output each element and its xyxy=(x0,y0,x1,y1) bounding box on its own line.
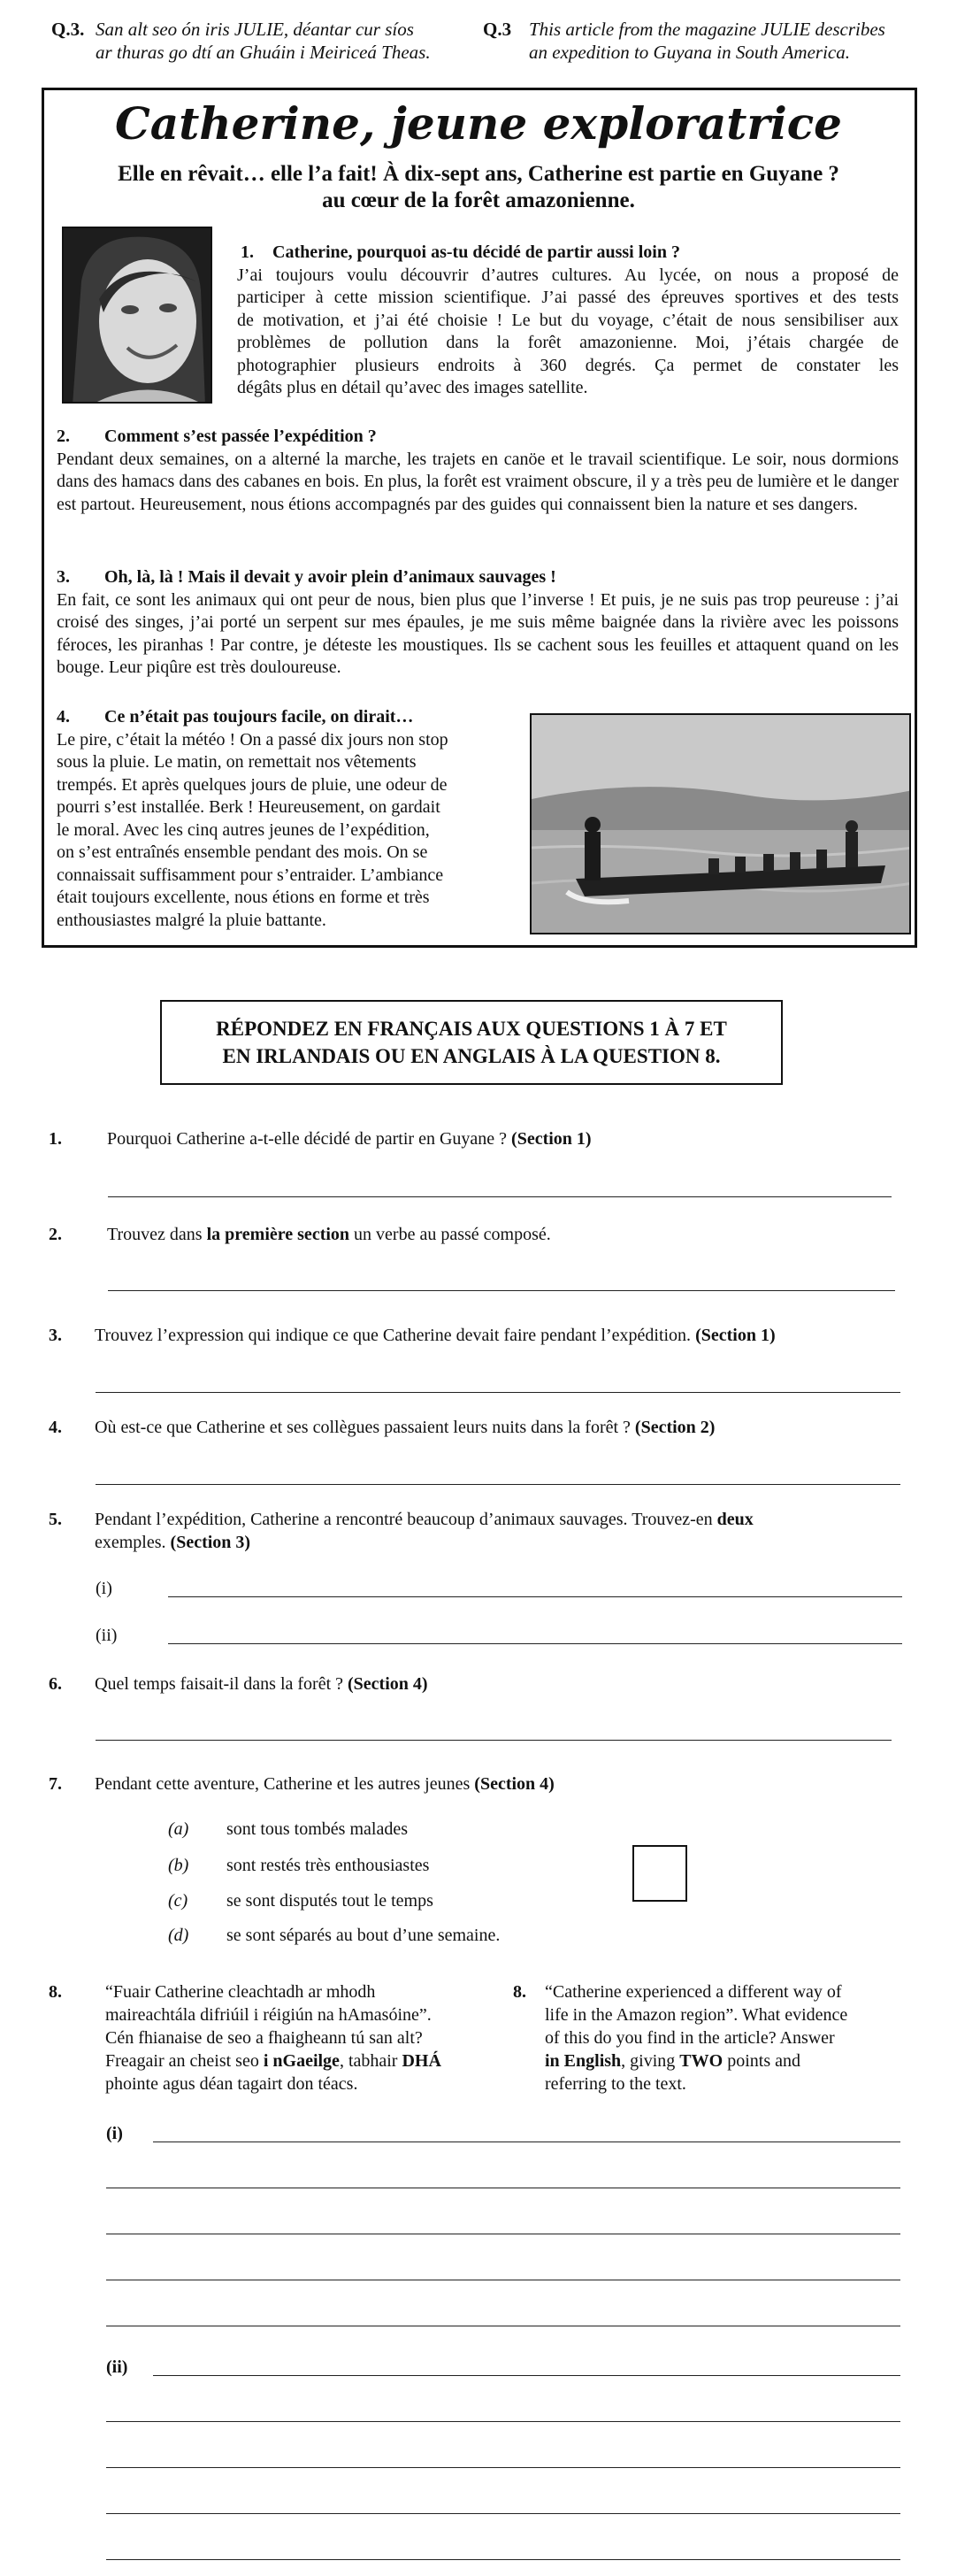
answer-line-q8-ii[interactable] xyxy=(106,2559,900,2560)
answer-line-q8-ii[interactable] xyxy=(153,2375,900,2376)
question-1 xyxy=(49,1127,898,1150)
option-text: sont tous tombés malades xyxy=(226,1819,408,1839)
article-subtitle xyxy=(71,161,886,214)
section-2-text: Pendant deux semaines, on a alterné la marche, les trajets en canöe et le travail scientifique. Le soir, nous dormions dans des hamacs dans des cabanes en bois. En plus, la forêt est vraiment obscure, il y a très peu de lumière et le danger est partout. Heureusement, nous étions accompagnés par des guides qui connaissent bien la nature et ses dangers. xyxy=(57,449,899,514)
article-title: Catherine, jeune exploratrice xyxy=(115,97,842,150)
section-1-number: 1. xyxy=(241,242,254,262)
article-subtitle-line-1: Elle en rêvait… elle l’a fait! À dix-sept ans, Catherine est partie en Guyane ? xyxy=(118,162,839,186)
portrait-photo xyxy=(62,227,212,404)
answer-line-q8-ii[interactable] xyxy=(106,2467,900,2468)
header-right xyxy=(483,18,925,63)
option-letter: (b) xyxy=(168,1856,189,1875)
section-1-line: participer à cette mission scientifique. J’ai passé des épreuves sportives et des tests xyxy=(237,288,899,307)
option-letter: (c) xyxy=(168,1891,188,1911)
section-4-line: pourri s’est installée. Berk ! Heureusement, on gardait xyxy=(57,797,440,817)
question-5-i-label: (i) xyxy=(96,1579,112,1598)
header-left-text-1: San alt seo ón iris JULIE, déantar cur síos xyxy=(96,19,414,40)
article-subtitle-line-2: au cœur de la forêt amazonienne. xyxy=(322,188,635,212)
option-text: se sont disputés tout le temps xyxy=(226,1891,433,1911)
question-5 xyxy=(49,1508,924,1552)
question-3-ref: (Section 1) xyxy=(695,1326,776,1345)
portrait-image xyxy=(64,228,212,404)
question-8-english-line: “Catherine experienced a different way of xyxy=(545,1982,842,2002)
question-7-option xyxy=(168,1854,430,1877)
question-8-irish-line: “Fuair Catherine cleachtadh ar mhodh xyxy=(105,1982,376,2002)
section-1-line: problèmes de pollution dans la forêt amazonienne. Moi, j’étais chargée de xyxy=(237,333,899,352)
answer-box-q7[interactable] xyxy=(632,1845,687,1902)
question-5-text-2: exemples. xyxy=(95,1533,171,1552)
answer-line-q5-i[interactable] xyxy=(168,1596,902,1597)
header-right-text-1: This article from the magazine JULIE describes xyxy=(529,19,885,40)
question-8-irish-line: maireachtála difriúil i réigiún na hAmasóine”. xyxy=(105,2005,432,2025)
section-1-line: J’ai toujours voulu découvrir d’autres cultures. Au lycée, on nous a proposé de xyxy=(237,265,899,285)
question-4-number: 4. xyxy=(49,1418,62,1437)
option-text: sont restés très enthousiastes xyxy=(226,1856,430,1875)
question-8-english-bold: TWO xyxy=(679,2051,723,2071)
question-8-i-label xyxy=(106,2122,123,2145)
answer-line-q5-ii[interactable] xyxy=(168,1643,902,1644)
section-2 xyxy=(57,426,899,516)
header-right-num: Q.3 xyxy=(483,19,512,40)
question-8-english xyxy=(513,1980,920,2094)
instructions-line-2: EN IRLANDAIS OU EN ANGLAIS À LA QUESTION 8. xyxy=(222,1045,721,1067)
question-4 xyxy=(49,1416,924,1439)
section-1 xyxy=(237,242,899,400)
header-left-text-2: ar thuras go dtí an Ghuáin i Meiriceá Theas. xyxy=(96,42,431,63)
section-2-heading: Comment s’est passée l’expédition ? xyxy=(104,427,377,446)
question-8-irish-line: Cén fhianaise de seo a fhaigheann tú san alt? xyxy=(105,2028,423,2048)
question-8-irish xyxy=(49,1980,491,2094)
section-1-heading: Catherine, pourquoi as-tu décidé de partir aussi loin ? xyxy=(272,242,680,262)
question-8-irish-bold: DHÁ xyxy=(402,2051,441,2071)
section-1-line: photographier plusieurs endroits à 360 degrés. Ça permet de constater les xyxy=(237,355,899,375)
question-7-number: 7. xyxy=(49,1774,62,1794)
answer-line-q2[interactable] xyxy=(108,1290,895,1291)
question-3-number: 3. xyxy=(49,1326,62,1345)
question-5-ref: (Section 3) xyxy=(170,1533,251,1552)
section-4-heading: Ce n’était pas toujours facile, on dirait… xyxy=(104,707,414,727)
section-3-number: 3. xyxy=(57,567,70,587)
question-7-ref: (Section 4) xyxy=(474,1774,555,1794)
question-7-option xyxy=(168,1818,408,1841)
section-3 xyxy=(57,566,899,680)
section-4-line: enthousiastes malgré la pluie battante. xyxy=(57,910,326,930)
instructions-line-1: RÉPONDEZ EN FRANÇAIS AUX QUESTIONS 1 À 7 ET xyxy=(216,1018,727,1040)
question-8-english-line: , giving xyxy=(621,2051,680,2071)
question-6-text: Quel temps faisait-il dans la forêt ? xyxy=(95,1674,348,1694)
answer-line-q3[interactable] xyxy=(96,1392,900,1393)
question-8-irish-number: 8. xyxy=(49,1982,62,2002)
question-8-english-line: life in the Amazon region”. What evidence xyxy=(545,2005,848,2025)
question-2-text-end: un verbe au passé composé. xyxy=(349,1225,551,1244)
question-8-english-bold: in English xyxy=(545,2051,622,2071)
answer-line-q6[interactable] xyxy=(96,1740,892,1741)
question-1-text: Pourquoi Catherine a-t-elle décidé de partir en Guyane ? xyxy=(107,1129,512,1149)
section-4-number: 4. xyxy=(57,707,70,727)
question-8-ii-text: (ii) xyxy=(106,2357,128,2377)
header-left xyxy=(51,18,476,63)
boat-image xyxy=(532,715,911,934)
answer-line-q1[interactable] xyxy=(108,1196,892,1197)
question-2-text: Trouvez dans xyxy=(107,1225,207,1244)
question-5-text: Pendant l’expédition, Catherine a rencontré beaucoup d’animaux sauvages. Trouvez-en xyxy=(95,1510,717,1529)
section-4-line: connaissait suffisamment pour s’entraider. L’ambiance xyxy=(57,865,444,885)
boat-photo xyxy=(530,713,911,934)
question-6-ref: (Section 4) xyxy=(348,1674,428,1694)
question-5-bold: deux xyxy=(716,1510,754,1529)
question-8-irish-line: phointe agus déan tagairt don téacs. xyxy=(105,2074,358,2094)
option-letter: (d) xyxy=(168,1926,189,1945)
section-4-line: on s’est entraînés ensemble pendant des mois. On se xyxy=(57,842,428,862)
section-4-line: sous la pluie. Le matin, on remettait nos vêtements xyxy=(57,752,417,772)
section-4 xyxy=(57,706,515,932)
question-8-english-line: points and xyxy=(723,2051,800,2071)
question-7 xyxy=(49,1772,924,1796)
question-6-number: 6. xyxy=(49,1674,62,1694)
answer-line-q8-ii[interactable] xyxy=(106,2513,900,2514)
header-right-text-2: an expedition to Guyana in South America. xyxy=(529,42,850,63)
section-4-line: était toujours excellente, nous étions en forme et très xyxy=(57,888,430,907)
header-left-num: Q.3. xyxy=(51,19,85,40)
question-8-i-text: (i) xyxy=(106,2124,123,2143)
option-letter: (a) xyxy=(168,1819,189,1839)
section-2-number: 2. xyxy=(57,427,70,446)
question-2-bold: la première section xyxy=(206,1225,350,1244)
section-3-text: En fait, ce sont les animaux qui ont peur de nous, bien plus que l’inverse ! Et puis, je ne suis pas trop peureuse : j’ai croisé des singes, j’ai porté un serpent sur mes épaules, je me suis même baignée dans la rivière avec les poissons féroces, les piranhas ! Par contre, je déteste les moustiques. Ils se cachent sous les feuilles et attaquent quand on les bouge. Leur piqûre est très douloureuse. xyxy=(57,589,899,677)
section-4-line: le moral. Avec les cinq autres jeunes de l’expédition, xyxy=(57,819,430,840)
question-8-irish-line: Freagair an cheist seo xyxy=(105,2051,264,2071)
question-7-option xyxy=(168,1889,433,1912)
question-2-number: 2. xyxy=(49,1225,62,1244)
question-8-irish-bold: i nGaeilge xyxy=(263,2051,340,2071)
question-3 xyxy=(49,1324,924,1347)
question-8-english-number: 8. xyxy=(513,1982,526,2002)
question-4-ref: (Section 2) xyxy=(634,1418,716,1437)
question-5-ii-label: (ii) xyxy=(96,1626,118,1645)
question-8-english-line: of this do you find in the article? Answer xyxy=(545,2028,835,2048)
question-7-text: Pendant cette aventure, Catherine et les autres jeunes xyxy=(95,1774,475,1794)
section-4-line: trempés. Et après quelques jours de pluie, une odeur de xyxy=(57,774,448,795)
question-2 xyxy=(49,1223,898,1246)
question-1-number: 1. xyxy=(49,1129,62,1149)
answer-line-q8-ii[interactable] xyxy=(106,2421,900,2422)
section-1-line: dégâts plus en détail qu’avec des images satellite. xyxy=(237,378,588,397)
answer-line-q4[interactable] xyxy=(96,1484,900,1485)
section-4-line: Le pire, c’était la météo ! On a passé dix jours non stop xyxy=(57,729,448,750)
question-3-text: Trouvez l’expression qui indique ce que Catherine devait faire pendant l’expédition. xyxy=(95,1326,696,1345)
section-1-line: de motivation, et j’ai été choisie ! Le but du voyage, c’était de nous sensibiliser aux xyxy=(237,310,899,330)
question-7-option xyxy=(168,1924,501,1947)
question-8-ii-label xyxy=(106,2356,127,2379)
instructions-box xyxy=(160,1000,783,1085)
question-5-number: 5. xyxy=(49,1510,62,1529)
question-1-ref: (Section 1) xyxy=(511,1129,592,1149)
question-8-irish-line: , tabhair xyxy=(339,2051,402,2071)
question-6 xyxy=(49,1672,924,1696)
option-text: se sont séparés au bout d’une semaine. xyxy=(226,1926,501,1945)
section-3-heading: Oh, là, là ! Mais il devait y avoir plein d’animaux sauvages ! xyxy=(104,567,556,587)
question-4-text: Où est-ce que Catherine et ses collègues passaient leurs nuits dans la forêt ? xyxy=(95,1418,635,1437)
question-8-english-line: referring to the text. xyxy=(545,2074,686,2094)
